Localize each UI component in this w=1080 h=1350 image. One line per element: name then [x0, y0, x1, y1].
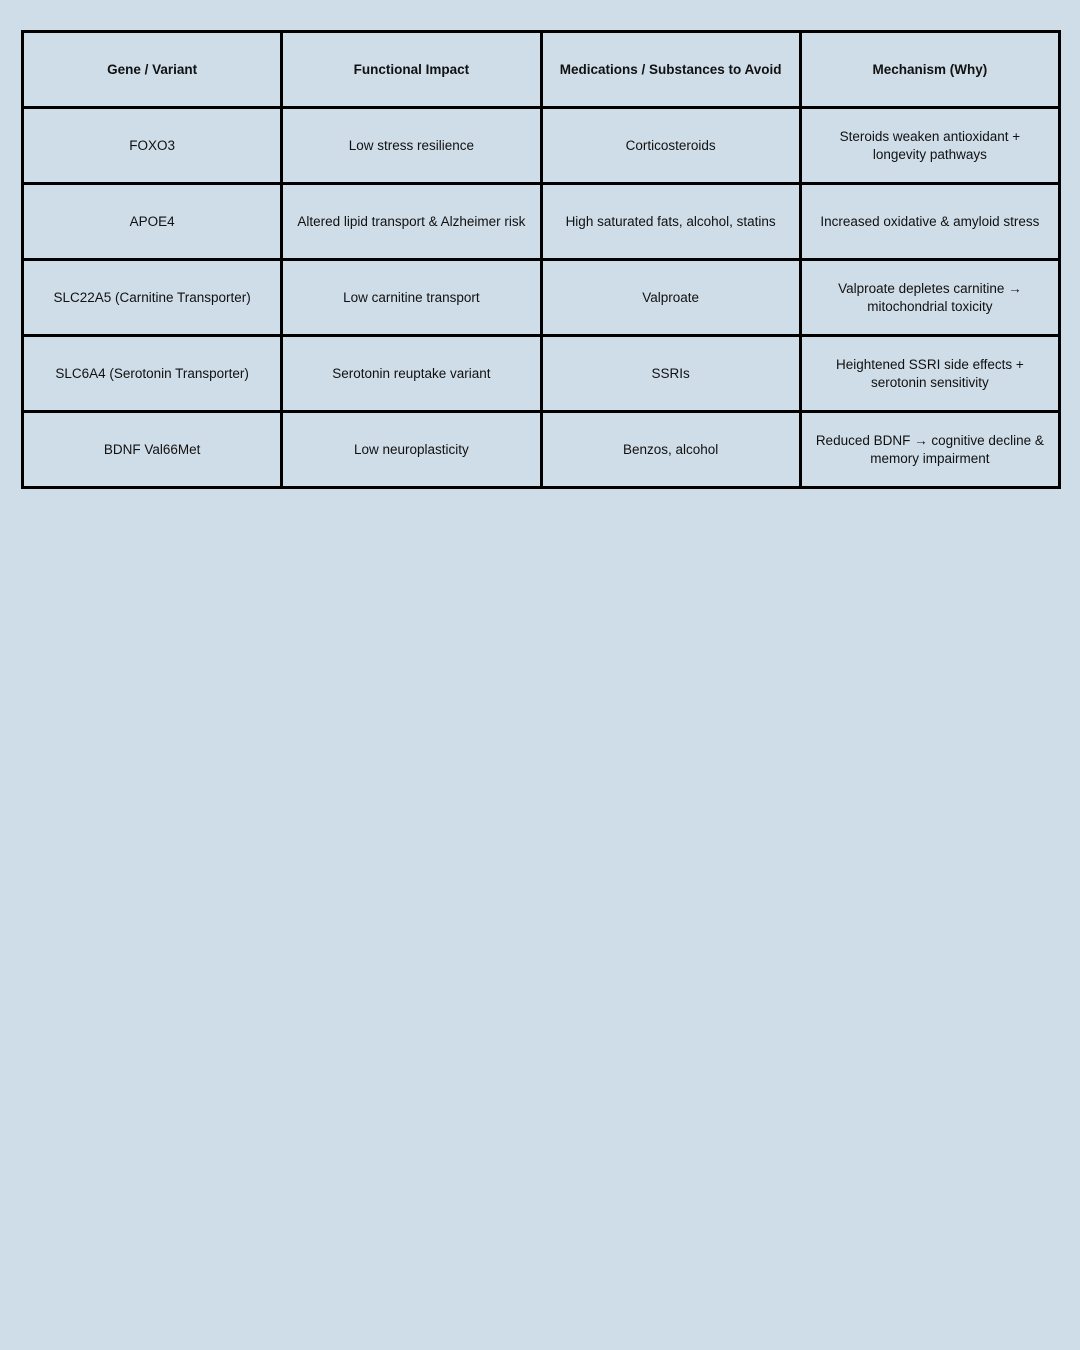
cell-functional-impact: Low carnitine transport: [282, 260, 541, 336]
cell-mechanism: Steroids weaken antioxidant + longevity pathways: [800, 108, 1059, 184]
cell-functional-impact: Low stress resilience: [282, 108, 541, 184]
header-mechanism: Mechanism (Why): [800, 32, 1059, 108]
table-header: [23, 32, 1060, 108]
table-row: [23, 336, 1060, 412]
cell-gene-variant: SLC22A5 (Carnitine Transporter): [23, 260, 282, 336]
table-row: [23, 108, 1060, 184]
cell-gene-variant: BDNF Val66Met: [23, 412, 282, 488]
document-page: [21, 30, 1061, 489]
cell-medications-to-avoid: Benzos, alcohol: [541, 412, 800, 488]
cell-mechanism: Valproate depletes carnitine → mitochondrial toxicity: [800, 260, 1059, 336]
header-gene-variant: Gene / Variant: [23, 32, 282, 108]
gene-medication-table: [21, 30, 1061, 489]
cell-medications-to-avoid: Corticosteroids: [541, 108, 800, 184]
cell-functional-impact: Altered lipid transport & Alzheimer risk: [282, 184, 541, 260]
table-row: [23, 184, 1060, 260]
cell-medications-to-avoid: High saturated fats, alcohol, statins: [541, 184, 800, 260]
cell-gene-variant: FOXO3: [23, 108, 282, 184]
table-row: [23, 260, 1060, 336]
header-functional-impact: Functional Impact: [282, 32, 541, 108]
table-body: [23, 108, 1060, 488]
cell-mechanism: Reduced BDNF → cognitive decline & memory impairment: [800, 412, 1059, 488]
cell-functional-impact: Low neuroplasticity: [282, 412, 541, 488]
cell-medications-to-avoid: SSRIs: [541, 336, 800, 412]
header-medications-to-avoid: Medications / Substances to Avoid: [541, 32, 800, 108]
cell-medications-to-avoid: Valproate: [541, 260, 800, 336]
table-header-row: [23, 32, 1060, 108]
cell-gene-variant: APOE4: [23, 184, 282, 260]
cell-functional-impact: Serotonin reuptake variant: [282, 336, 541, 412]
cell-gene-variant: SLC6A4 (Serotonin Transporter): [23, 336, 282, 412]
cell-mechanism: Heightened SSRI side effects + serotonin sensitivity: [800, 336, 1059, 412]
table-row: [23, 412, 1060, 488]
cell-mechanism: Increased oxidative & amyloid stress: [800, 184, 1059, 260]
